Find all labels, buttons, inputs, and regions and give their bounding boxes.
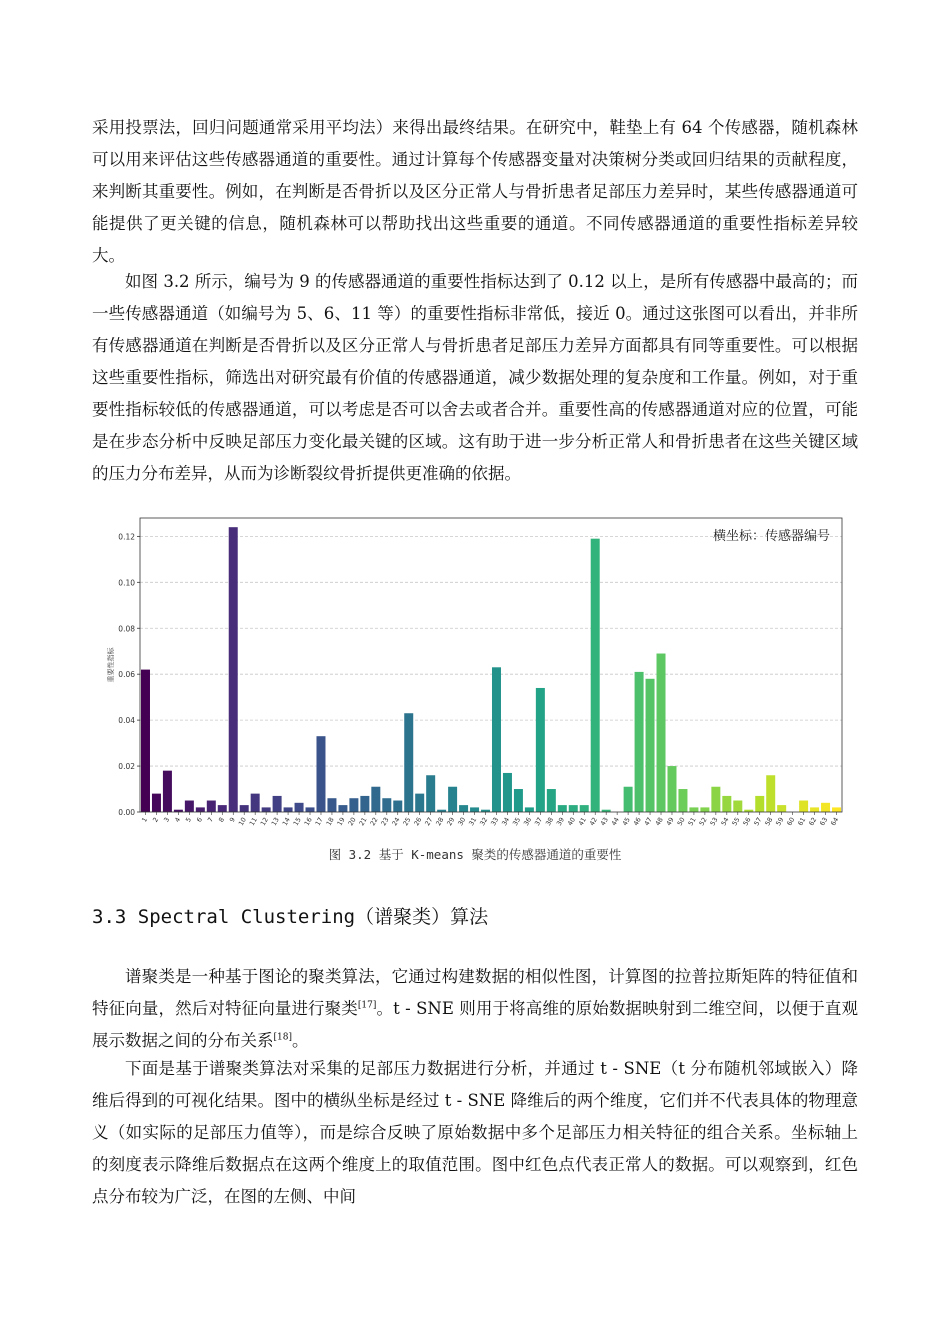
y-tick-label-2: 0.04 bbox=[118, 716, 135, 726]
bar-sensor-11 bbox=[251, 794, 260, 812]
bar-sensor-51 bbox=[689, 807, 698, 812]
y-axis-label: 重要性指标 bbox=[107, 647, 115, 683]
bar-sensor-46 bbox=[635, 672, 644, 812]
paragraph-4: 下面是基于谱聚类算法对采集的足部压力数据进行分析，并通过 t - SNE（t 分布随机邻域嵌入）降维后得到的可视化结果。图中的横纵坐标是经过 t - SNE 降维后的两个维度，它们并不代表具体的物理意义（如实际的足部压力值等），而是综合反映了原始数据中多个足部压力相关特征的组合关系。坐标轴上的刻度表示降维后数据点在这两个维度上的取值范围。图中红色点代表正常人的数据。可以观察到，红色点分布较为广泛，在图的左侧、中间 bbox=[92, 1059, 858, 1206]
plot-frame bbox=[140, 518, 842, 812]
x-tick-label-64: 64 bbox=[829, 816, 841, 828]
bar-sensor-22 bbox=[371, 787, 380, 812]
bar-sensor-15 bbox=[295, 803, 304, 812]
bar-sensor-23 bbox=[382, 798, 391, 812]
x-tick-label-45: 45 bbox=[620, 816, 632, 828]
bar-sensor-49 bbox=[667, 766, 676, 812]
bar-sensor-61 bbox=[799, 801, 808, 812]
figure-3-2 bbox=[100, 514, 848, 836]
x-tick-label-2: 2 bbox=[151, 816, 161, 824]
bar-sensor-2 bbox=[152, 794, 161, 812]
bar-sensor-27 bbox=[426, 775, 435, 812]
importance-bar-chart bbox=[100, 514, 848, 836]
x-tick-label-53: 53 bbox=[708, 816, 720, 828]
x-tick-label-10: 10 bbox=[236, 816, 248, 828]
x-tick-label-3: 3 bbox=[162, 816, 172, 824]
x-tick-label-48: 48 bbox=[653, 816, 665, 828]
x-tick-label-52: 52 bbox=[697, 816, 709, 828]
x-tick-label-15: 15 bbox=[291, 816, 303, 828]
x-tick-label-57: 57 bbox=[752, 816, 764, 828]
x-tick-label-35: 35 bbox=[511, 816, 523, 828]
x-tick-label-42: 42 bbox=[587, 816, 599, 828]
bar-sensor-19 bbox=[338, 805, 347, 812]
x-tick-label-30: 30 bbox=[456, 816, 468, 828]
bar-sensor-16 bbox=[306, 807, 315, 812]
bar-sensor-62 bbox=[810, 807, 819, 812]
x-tick-label-32: 32 bbox=[478, 816, 490, 828]
y-tick-label-0: 0.00 bbox=[118, 808, 135, 817]
bar-sensor-25 bbox=[404, 713, 413, 812]
bar-sensor-48 bbox=[657, 654, 666, 812]
x-tick-label-11: 11 bbox=[247, 816, 259, 828]
x-tick-label-21: 21 bbox=[357, 816, 369, 828]
x-tick-label-14: 14 bbox=[280, 816, 292, 828]
x-tick-label-19: 19 bbox=[335, 816, 347, 828]
paragraph-3-text-c: 。 bbox=[291, 1031, 309, 1050]
bar-sensor-14 bbox=[284, 807, 293, 812]
x-tick-label-13: 13 bbox=[269, 816, 281, 828]
x-tick-label-12: 12 bbox=[258, 816, 270, 828]
paragraph-3-text-b: 。t - SNE 则用于将高维的原始数据映射到二维空间，以便于直观展示数据之间的分布关系 bbox=[92, 999, 858, 1050]
bar-sensor-18 bbox=[327, 798, 336, 812]
x-tick-label-26: 26 bbox=[412, 816, 424, 828]
x-tick-label-39: 39 bbox=[554, 816, 567, 828]
x-tick-label-60: 60 bbox=[785, 816, 797, 828]
bar-sensor-30 bbox=[459, 805, 468, 812]
x-tick-label-22: 22 bbox=[368, 816, 380, 828]
x-tick-label-17: 17 bbox=[313, 816, 325, 828]
x-tick-label-50: 50 bbox=[675, 816, 687, 828]
bar-sensor-36 bbox=[525, 807, 534, 812]
bar-sensor-59 bbox=[777, 805, 786, 812]
bar-sensor-31 bbox=[470, 807, 479, 812]
x-tick-label-56: 56 bbox=[741, 816, 753, 828]
bar-sensor-34 bbox=[503, 773, 512, 812]
citation-17[interactable]: [17] bbox=[357, 1000, 377, 1011]
x-tick-label-6: 6 bbox=[195, 816, 205, 824]
x-tick-label-43: 43 bbox=[598, 816, 610, 828]
bar-sensor-38 bbox=[547, 789, 556, 812]
bar-sensor-54 bbox=[722, 796, 731, 812]
x-tick-label-49: 49 bbox=[664, 816, 676, 828]
bar-sensor-29 bbox=[448, 787, 457, 812]
x-tick-label-9: 9 bbox=[227, 816, 237, 824]
bar-sensor-3 bbox=[163, 771, 172, 812]
x-tick-label-38: 38 bbox=[543, 816, 556, 828]
bar-sensor-9 bbox=[229, 527, 238, 812]
bar-sensor-52 bbox=[700, 807, 709, 812]
bar-sensor-5 bbox=[185, 801, 194, 812]
bar-sensor-63 bbox=[821, 803, 830, 812]
chart-annotation: 横坐标：传感器编号 bbox=[712, 529, 830, 544]
paragraph-1: 采用投票法，回归问题通常采用平均法）来得出最终结果。在研究中，鞋垫上有 64 个传感器，随机森林可以用来评估这些传感器通道的重要性。通过计算每个传感器变量对决策树分类或回归结果的贡献程度，来判断其重要性。例如，在判断是否骨折以及区分正常人与骨折患者足部压力差异时，某些传感器通道可能提供了更关键的信息，随机森林可以帮助找出这些重要的通道。不同传感器通道的重要性指标差异较大。 bbox=[92, 118, 858, 265]
bar-sensor-37 bbox=[536, 688, 545, 812]
x-tick-label-16: 16 bbox=[302, 816, 314, 828]
bar-sensor-17 bbox=[316, 736, 325, 812]
section-heading: 3.3 Spectral Clustering（谱聚类）算法 bbox=[92, 906, 489, 928]
bar-sensor-21 bbox=[360, 796, 369, 812]
bar-sensor-55 bbox=[733, 801, 742, 812]
x-tick-label-23: 23 bbox=[379, 816, 391, 828]
bar-sensor-20 bbox=[349, 798, 358, 812]
x-tick-label-58: 58 bbox=[763, 816, 775, 828]
x-tick-label-51: 51 bbox=[686, 816, 698, 828]
bar-sensor-12 bbox=[262, 807, 271, 812]
bar-sensor-57 bbox=[755, 796, 764, 812]
x-tick-label-7: 7 bbox=[206, 816, 216, 824]
bar-sensor-41 bbox=[580, 805, 589, 812]
bar-sensor-42 bbox=[591, 539, 600, 812]
x-tick-label-55: 55 bbox=[730, 816, 742, 828]
bar-sensor-33 bbox=[492, 667, 501, 812]
x-tick-label-31: 31 bbox=[467, 816, 479, 828]
bar-sensor-47 bbox=[646, 679, 655, 812]
bar-sensor-40 bbox=[569, 805, 578, 812]
y-tick-label-5: 0.10 bbox=[118, 578, 135, 588]
paragraph-2: 如图 3.2 所示，编号为 9 的传感器通道的重要性指标达到了 0.12 以上，是所有传感器中最高的；而一些传感器通道（如编号为 5、6、11 等）的重要性指标非常低，接近 0。通过这张图可以看出，并非所有传感器通道在判断是否骨折以及区分正常人与骨折患者足部压力差异方面都具有同等重要性。可以根据这些重要性指标，筛选出对研究最有价值的传感器通道，减少数据处理的复杂度和工作量。例如，对于重要性指标较低的传感器通道，可以考虑是否可以舍去或者合并。重要性高的传感器通道对应的位置，可能是在步态分析中反映足部压力变化最关键的区域。这有助于进一步分析正常人和骨折患者在这些关键区域的压力分布差异，从而为诊断裂纹骨折提供更准确的依据。 bbox=[92, 272, 858, 483]
x-tick-label-25: 25 bbox=[401, 816, 413, 828]
bar-sensor-50 bbox=[678, 789, 687, 812]
bar-sensor-24 bbox=[393, 801, 402, 812]
x-tick-label-33: 33 bbox=[489, 816, 501, 828]
x-tick-label-41: 41 bbox=[576, 816, 588, 828]
bar-sensor-58 bbox=[766, 775, 775, 812]
x-tick-label-61: 61 bbox=[796, 816, 808, 828]
y-tick-label-3: 0.06 bbox=[118, 670, 135, 680]
bar-sensor-1 bbox=[141, 670, 150, 812]
bar-sensor-10 bbox=[240, 805, 249, 812]
x-tick-label-34: 34 bbox=[500, 816, 512, 828]
x-tick-label-27: 27 bbox=[423, 816, 435, 828]
bar-sensor-45 bbox=[624, 787, 633, 812]
x-tick-label-28: 28 bbox=[434, 816, 446, 828]
bar-sensor-35 bbox=[514, 789, 523, 812]
bar-sensor-39 bbox=[558, 805, 567, 812]
x-tick-label-47: 47 bbox=[642, 816, 654, 828]
bar-sensor-26 bbox=[415, 794, 424, 812]
y-tick-label-4: 0.08 bbox=[118, 624, 135, 634]
x-tick-label-36: 36 bbox=[522, 816, 534, 828]
x-tick-label-5: 5 bbox=[184, 816, 194, 824]
x-tick-label-59: 59 bbox=[774, 816, 786, 828]
x-tick-label-20: 20 bbox=[346, 816, 358, 828]
x-tick-label-1: 1 bbox=[140, 816, 150, 824]
bar-sensor-64 bbox=[832, 807, 841, 812]
x-tick-label-18: 18 bbox=[324, 816, 336, 828]
citation-18[interactable]: [18] bbox=[273, 1032, 292, 1043]
x-tick-label-37: 37 bbox=[533, 816, 545, 828]
x-tick-label-29: 29 bbox=[445, 816, 457, 828]
x-tick-label-8: 8 bbox=[216, 816, 226, 824]
paragraph-3-text-a: 谱聚类是一种基于图论的聚类算法，它通过构建数据的相似性图，计算图的拉普拉斯矩阵的特征值和特征向量，然后对特征向量进行聚类 bbox=[92, 967, 858, 1018]
x-tick-label-44: 44 bbox=[609, 816, 621, 828]
x-tick-label-54: 54 bbox=[719, 816, 731, 828]
x-tick-label-40: 40 bbox=[565, 816, 577, 828]
bar-sensor-8 bbox=[218, 805, 227, 812]
bar-sensor-13 bbox=[273, 796, 282, 812]
y-tick-label-6: 0.12 bbox=[118, 532, 135, 542]
bar-sensor-7 bbox=[207, 801, 216, 812]
x-tick-label-4: 4 bbox=[173, 816, 183, 824]
x-tick-label-62: 62 bbox=[807, 816, 819, 828]
bar-sensor-53 bbox=[711, 787, 720, 812]
figure-caption: 图 3.2 基于 K-means 聚类的传感器通道的重要性 bbox=[328, 847, 622, 862]
paragraph-3 bbox=[92, 961, 858, 1057]
bar-sensor-6 bbox=[196, 807, 205, 812]
x-tick-label-63: 63 bbox=[818, 816, 830, 828]
x-tick-label-24: 24 bbox=[390, 816, 402, 828]
x-tick-label-46: 46 bbox=[631, 816, 643, 828]
y-tick-label-1: 0.02 bbox=[118, 762, 135, 772]
